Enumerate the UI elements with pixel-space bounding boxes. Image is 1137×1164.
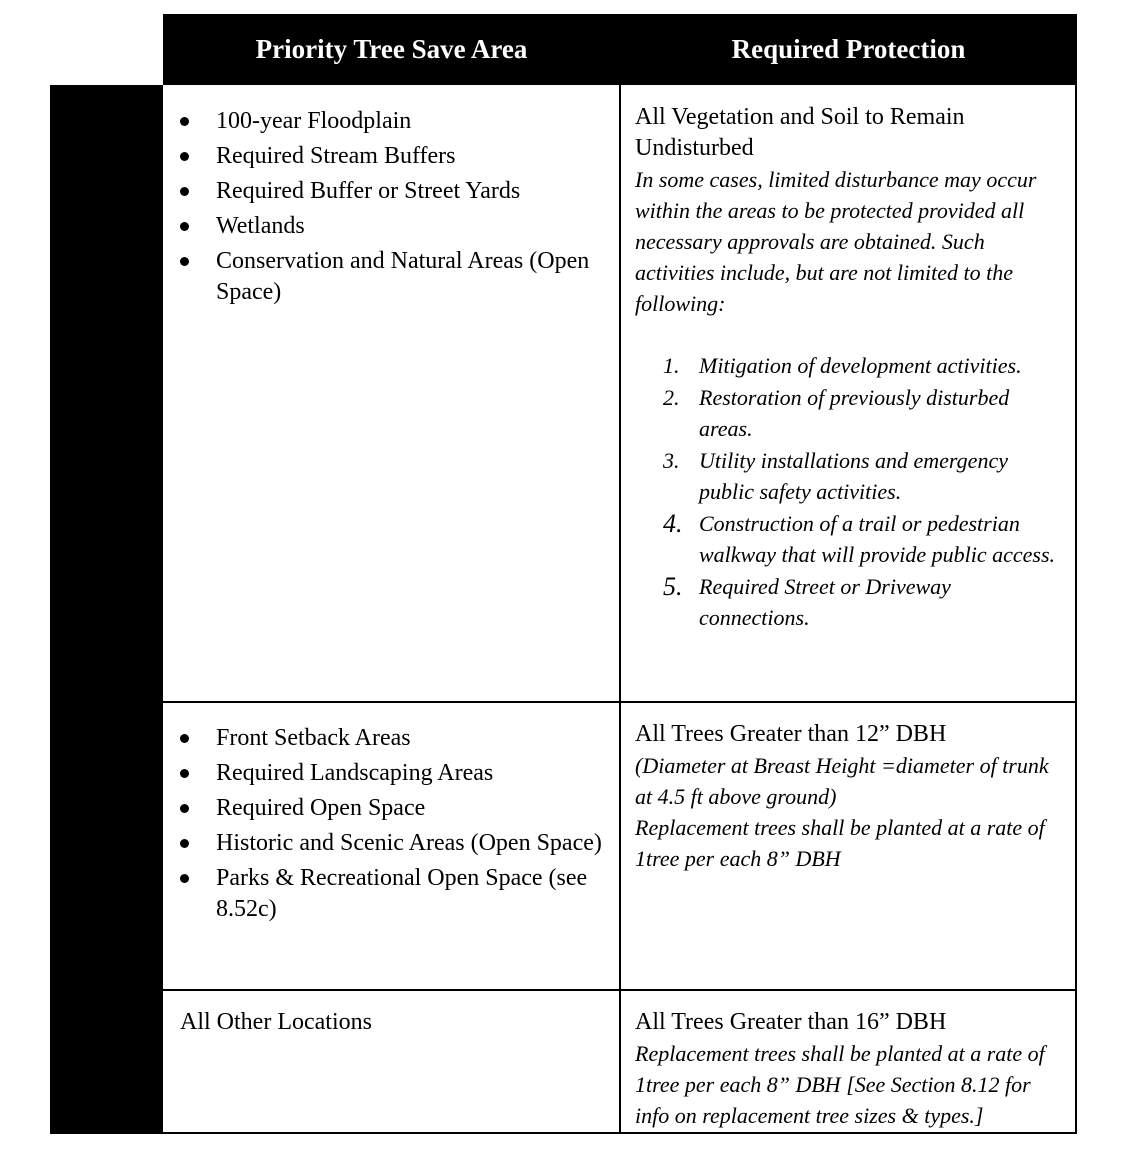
list-item: Required Landscaping Areas [180, 758, 605, 789]
side-bar [50, 85, 163, 1134]
row3-protection-cell [635, 1007, 1065, 1131]
row1-protection-cell [635, 102, 1065, 634]
row3-area: All Other Locations [180, 1009, 372, 1035]
row2-protection-title: All Trees Greater than 12” DBH [635, 721, 947, 747]
list-item: Required Buffer or Street Yards [180, 176, 605, 207]
row1-areas-cell [180, 106, 605, 312]
bullet-icon [180, 839, 189, 848]
list-item: Wetlands [180, 211, 605, 242]
list-item: Parks & Recreational Open Space (see 8.52c) [180, 863, 605, 925]
row3-protection-title: All Trees Greater than 16” DBH [635, 1009, 947, 1035]
list-item: Conservation and Natural Areas (Open Space) [180, 246, 605, 308]
bottom-border [163, 1132, 1077, 1134]
bullet-icon [180, 769, 189, 778]
list-item: 1. Mitigation of development activities. [663, 353, 1022, 378]
bullet-icon [180, 257, 189, 266]
row-divider-1 [163, 701, 1077, 703]
right-border [1075, 85, 1077, 1134]
row2-protection-note-1: (Diameter at Breast Height =diameter of trunk at 4.5 ft above ground) [635, 753, 1049, 809]
row2-areas-list [180, 723, 605, 925]
row3-area-cell [180, 1007, 605, 1038]
list-item: Required Open Space [180, 793, 605, 824]
header-priority-tree-save-area: Priority Tree Save Area [255, 34, 528, 64]
row-divider-2 [163, 989, 1077, 991]
list-item: Required Stream Buffers [180, 141, 605, 172]
list-item: Historic and Scenic Areas (Open Space) [180, 828, 605, 859]
bullet-icon [180, 222, 189, 231]
list-item: 2. Restoration of previously disturbed areas. [663, 385, 1010, 441]
header-required-protection: Required Protection [731, 34, 966, 64]
bullet-icon [180, 804, 189, 813]
row1-activities-list [663, 350, 1065, 633]
list-item: 100-year Floodplain [180, 106, 605, 137]
list-item: 4. Construction of a trail or pedestrian walkway that will provide public access. [663, 509, 1056, 567]
row3-protection-note: Replacement trees shall be planted at a rate of 1tree per each 8” DBH [See Section 8.12 for info on replacement tree sizes & types.] [635, 1041, 1045, 1128]
bullet-icon [180, 734, 189, 743]
bullet-icon [180, 187, 189, 196]
row1-areas-list [180, 106, 605, 308]
row2-protection-cell [635, 719, 1065, 874]
list-item: 5. Required Street or Driveway connections. [663, 572, 951, 630]
table-header [163, 14, 1077, 85]
row2-protection-note-2: Replacement trees shall be planted at a rate of 1tree per each 8” DBH [635, 815, 1045, 871]
bullet-icon [180, 117, 189, 126]
list-item: 3. Utility installations and emergency public safety activities. [663, 448, 1008, 504]
bullet-icon [180, 874, 189, 883]
row1-protection-note: In some cases, limited disturbance may occur within the areas to be protected provided all necessary approvals are obtained. Such activities include, but are not limited to the following: [635, 167, 1037, 316]
row1-protection-title: All Vegetation and Soil to Remain Undisturbed [635, 104, 965, 161]
bullet-icon [180, 152, 189, 161]
vertical-divider [619, 85, 621, 1134]
row2-areas-cell [180, 723, 605, 929]
list-item: Front Setback Areas [180, 723, 605, 754]
